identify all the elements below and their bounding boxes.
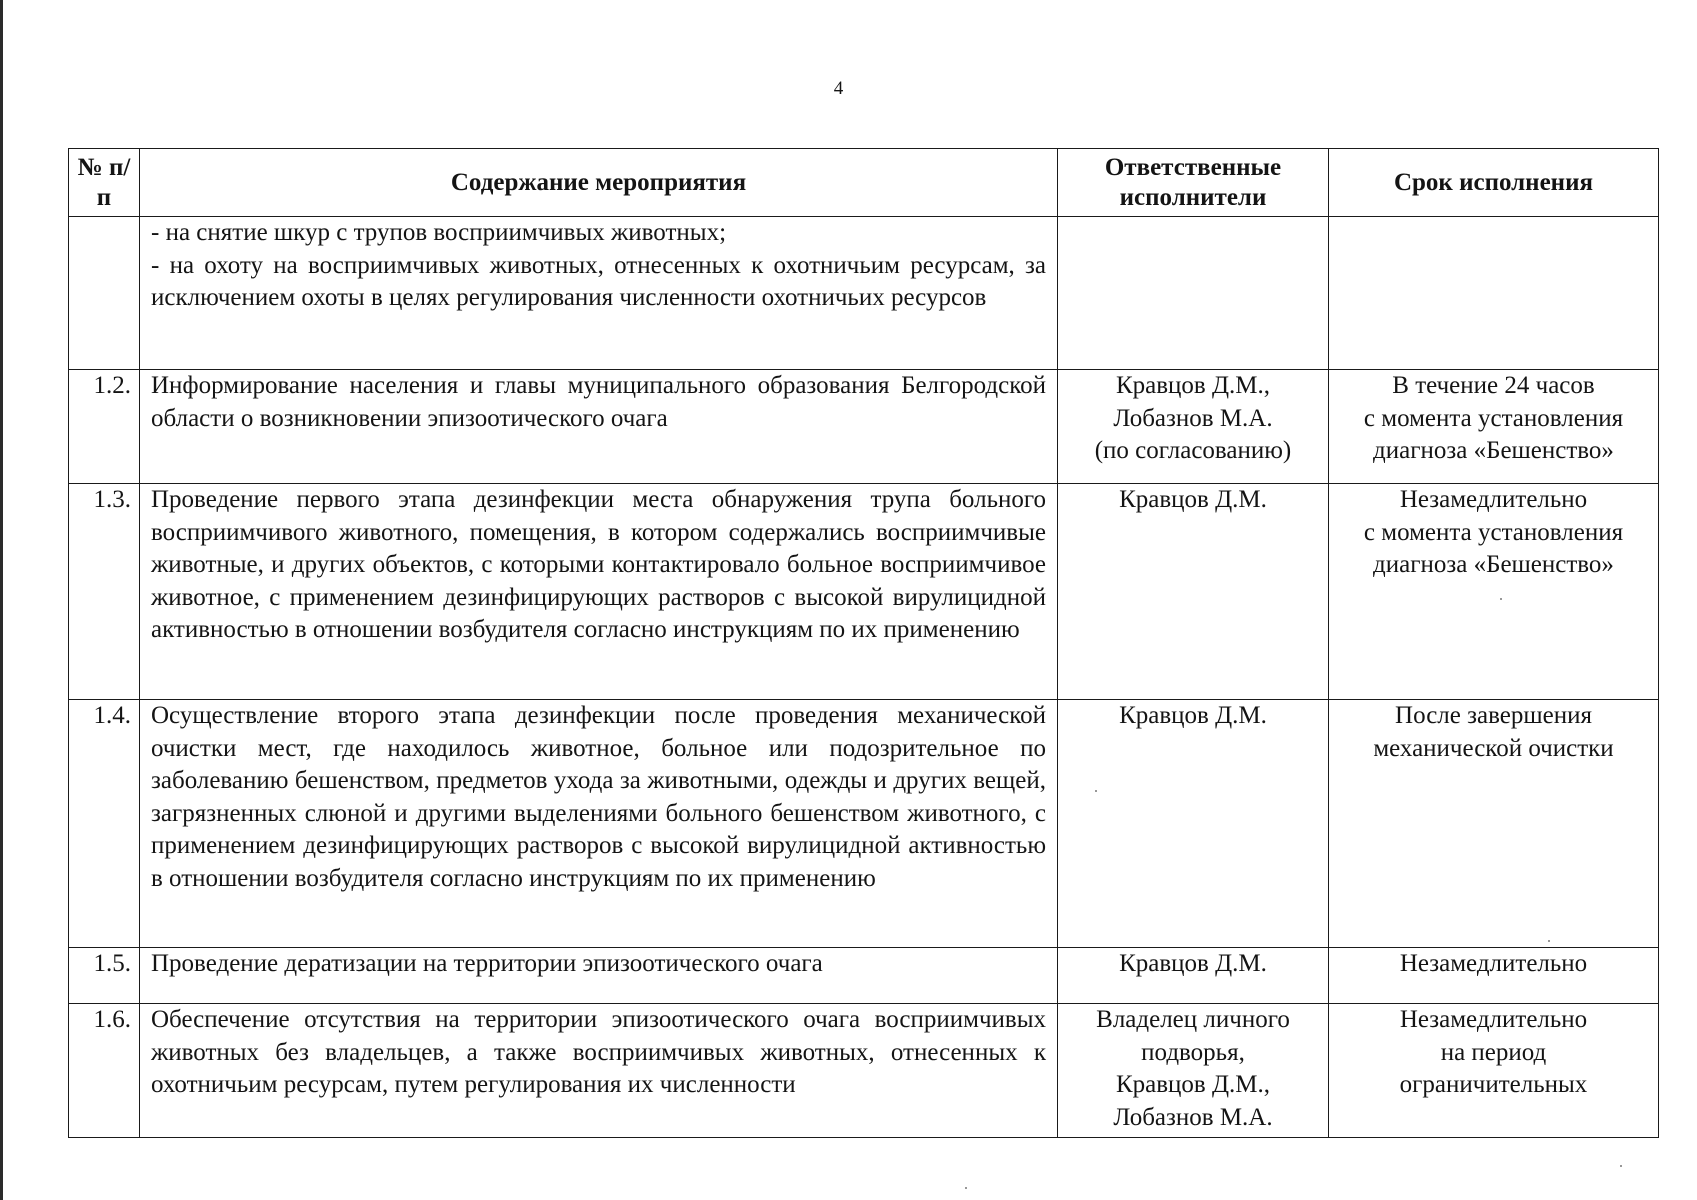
content-paragraph: Осуществление второго этапа дезинфекции после проведения механической очистки мест, где находилось животное, больное или подозрительное по заболеванию бешенством, предметов ухода за животными, одежды и других вещей, загрязненных слюной и другими выделениями больного бешенством животного, с применением дезинфицирующих растворов с высокой вирулицидной активностью в отношении возбудителя согласно инструкциям по их применению: [151, 702, 1046, 892]
content-paragraph: Проведение первого этапа дезинфекции места обнаружения трупа больного восприимчивого животного, помещения, в котором содержались восприимчивые животные, и других объектов, с которыми контактировало больное восприимчивое животное, с применением дезинфицирующих растворов с высокой вирулицидной активностью в отношении возбудителя согласно инструкциям по их применению: [151, 486, 1046, 643]
responsible-line: Лобазнов М.А.: [1113, 404, 1273, 432]
responsible-line: подворья,: [1141, 1038, 1245, 1066]
content-paragraph: Проведение дератизации на территории эпизоотического очага: [151, 950, 823, 977]
responsible-line: Кравцов Д.М.: [1119, 702, 1267, 729]
deadline-line: В течение 24 часов: [1392, 372, 1595, 399]
row-number: 1.6.: [69, 1004, 140, 1138]
row-responsible: [1058, 1004, 1329, 1138]
row-deadline: [1329, 370, 1659, 484]
responsible-line: Кравцов Д.М.: [1119, 950, 1267, 977]
row-content: [140, 700, 1058, 948]
responsible-line: Кравцов Д.М.,: [1115, 1071, 1271, 1098]
row-deadline: [1329, 217, 1659, 370]
deadline-line: диагноза «Бешенство»: [1373, 551, 1614, 578]
table-header-row: [69, 149, 1659, 217]
responsible-line: Лобазнов М.А.: [1113, 1103, 1273, 1131]
page-edge-shadow: [0, 0, 3, 1200]
deadline-line: с момента установления: [1363, 518, 1624, 546]
content-paragraph: Обеспечение отсутствия на территории эпизоотического очага восприимчивых животных без владельцев, а также восприимчивых животных, отнесенных к охотничьим ресурсам, путем регулирования их численности: [151, 1006, 1046, 1098]
header-content: Содержание мероприятия: [140, 149, 1058, 217]
row-number: 1.4.: [69, 700, 140, 948]
row-deadline: [1329, 700, 1659, 948]
row-content: [140, 948, 1058, 1004]
deadline-line: Незамедлительно: [1399, 950, 1588, 977]
row-responsible: [1058, 370, 1329, 484]
deadline-line: Незамедлительно: [1399, 1006, 1588, 1033]
deadline-line: механической очистки: [1373, 734, 1614, 762]
row-number: 1.3.: [69, 484, 140, 700]
table-body: [69, 217, 1659, 1138]
header-num: № п/п: [69, 149, 140, 217]
deadline-line: После завершения: [1395, 702, 1592, 729]
scan-speck: [1548, 940, 1550, 942]
row-content: [140, 370, 1058, 484]
header-deadline: Срок исполнения: [1329, 149, 1659, 217]
measures-table: [68, 148, 1659, 1138]
row-number: [69, 217, 140, 370]
table-row: [69, 217, 1659, 370]
table-row: [69, 948, 1659, 1004]
responsible-line: Кравцов Д.М.,: [1115, 372, 1271, 399]
row-responsible: [1058, 217, 1329, 370]
row-deadline: [1329, 1004, 1659, 1138]
responsible-line: (по согласованию): [1094, 437, 1292, 464]
deadline-line: ограничительных: [1399, 1071, 1588, 1098]
scan-speck: [965, 1187, 967, 1189]
row-deadline: [1329, 484, 1659, 700]
row-responsible: [1058, 948, 1329, 1004]
table-row: [69, 1004, 1659, 1138]
responsible-line: Владелец личного: [1096, 1006, 1290, 1033]
table-row: [69, 484, 1659, 700]
header-responsible: Ответственные исполнители: [1058, 149, 1329, 217]
scan-speck: [1095, 790, 1097, 792]
content-paragraph: Информирование населения и главы муниципального образования Белгородской области о возникновении эпизоотического очага: [151, 372, 1046, 432]
row-responsible: [1058, 700, 1329, 948]
table-row: [69, 700, 1659, 948]
scan-speck: [1620, 1165, 1622, 1167]
row-deadline: [1329, 948, 1659, 1004]
row-content: [140, 1004, 1058, 1138]
content-paragraph: - на снятие шкур с трупов восприимчивых животных;: [151, 219, 727, 246]
row-number: 1.5.: [69, 948, 140, 1004]
deadline-line: на период: [1440, 1038, 1547, 1066]
row-content: [140, 217, 1058, 370]
row-content: [140, 484, 1058, 700]
deadline-line: с момента установления: [1363, 404, 1624, 432]
responsible-line: Кравцов Д.М.: [1119, 486, 1267, 513]
row-responsible: [1058, 484, 1329, 700]
table-row: [69, 370, 1659, 484]
deadline-line: Незамедлительно: [1399, 486, 1588, 513]
page-number: 4: [833, 78, 844, 99]
deadline-line: диагноза «Бешенство»: [1373, 437, 1614, 464]
content-paragraph: - на охоту на восприимчивых животных, отнесенных к охотничьим ресурсам, за исключением охоты в целях регулирования численности охотничьих ресурсов: [151, 251, 1046, 311]
row-number: 1.2.: [69, 370, 140, 484]
scan-speck: [1500, 598, 1502, 600]
